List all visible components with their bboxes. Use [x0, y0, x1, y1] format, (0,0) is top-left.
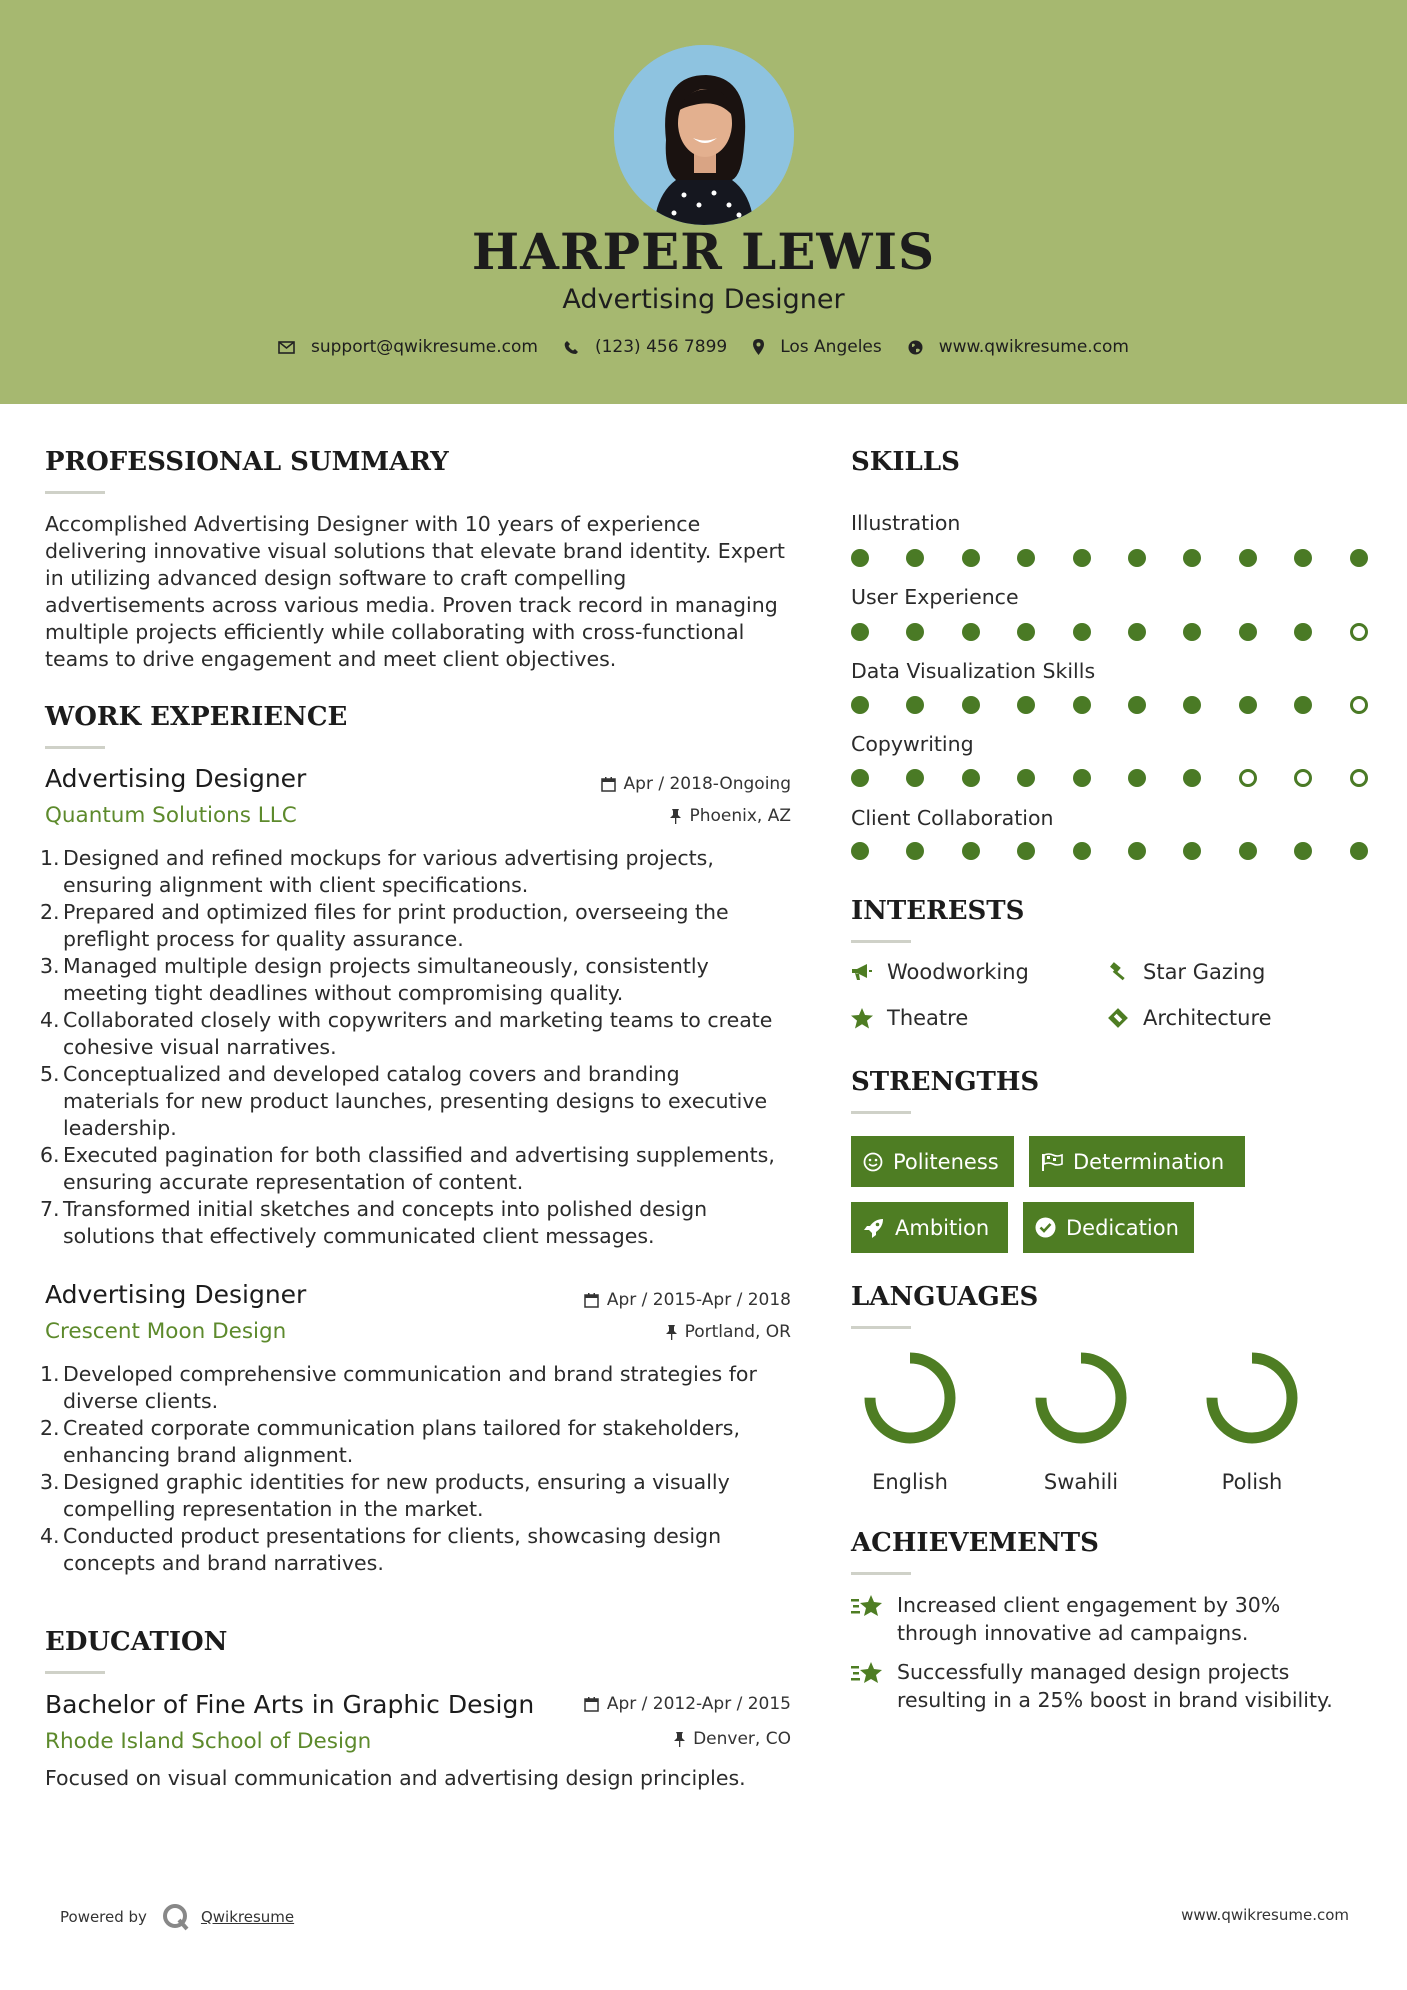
- list-line: enhancing brand alignment.: [63, 1443, 354, 1467]
- degree-title: Bachelor of Fine Arts in Graphic Design: [45, 1690, 535, 1719]
- list-line: meeting tight deadlines without compromising quality.: [63, 981, 624, 1005]
- interest-label: Architecture: [1143, 1006, 1272, 1030]
- skill-dot-filled: [1017, 549, 1035, 567]
- skill-dot-filled: [1073, 842, 1091, 860]
- skill-dot-filled: [1128, 696, 1146, 714]
- skill-dot-filled: [1294, 842, 1312, 860]
- strength-label: Dedication: [1066, 1215, 1179, 1240]
- contact-location: [753, 337, 882, 357]
- experience-heading-text: WORK EXPERIENCE: [45, 702, 348, 732]
- skill-dot-empty: [1350, 769, 1368, 787]
- strengths-heading: [851, 1067, 1039, 1114]
- skill-dot-empty: [1350, 623, 1368, 641]
- language-level-ring: [1041, 1358, 1121, 1438]
- bullhorn-icon: [851, 963, 873, 981]
- skill-rating: [851, 623, 1405, 641]
- globe-icon: [908, 340, 923, 355]
- skill-dot-filled: [906, 769, 924, 787]
- shooting-star-icon: [851, 1660, 885, 1686]
- list-line: Conceptualized and developed catalog covers and branding: [63, 1062, 680, 1086]
- skill-label: Copywriting: [851, 732, 974, 756]
- job-location-text: Phoenix, AZ: [689, 806, 791, 826]
- list-line: ensuring alignment with client specifications.: [63, 873, 529, 897]
- job-title: Advertising Designer: [45, 1280, 307, 1309]
- gavel-icon: [1107, 962, 1129, 982]
- list-item: [40, 1415, 800, 1469]
- heading-rule: [851, 1572, 911, 1575]
- interest-woodworking: [851, 960, 1029, 984]
- skill-dot-filled: [906, 549, 924, 567]
- skill-rating: [851, 696, 1405, 714]
- language-label: Swahili: [1043, 1470, 1119, 1494]
- skill-dot-filled: [1350, 842, 1368, 860]
- education-heading: [45, 1627, 227, 1674]
- education-dates-text: Apr / 2012-Apr / 2015: [606, 1694, 791, 1714]
- achievements-heading-text: ACHIEVEMENTS: [851, 1528, 1099, 1558]
- job-location-text: Portland, OR: [684, 1322, 791, 1342]
- skill-dot-filled: [962, 549, 980, 567]
- strength-ambition: [851, 1202, 1008, 1253]
- skill-dot-filled: [1128, 769, 1146, 787]
- location-text: Los Angeles: [780, 337, 882, 357]
- list-line: solutions that effectively communicated client messages.: [63, 1224, 655, 1248]
- skill-dot-filled: [906, 623, 924, 641]
- language-ring-icon: [1033, 1350, 1129, 1446]
- list-line: Designed and refined mockups for various advertising projects,: [63, 846, 714, 870]
- list-line: materials for new product launches, presenting designs to executive: [63, 1089, 768, 1113]
- summary-line: Accomplished Advertising Designer with 10 years of experience: [45, 512, 701, 536]
- list-item: [40, 845, 800, 899]
- summary-line: teams to drive engagement and meet client objectives.: [45, 647, 617, 671]
- list-number: 1.: [40, 1362, 60, 1386]
- heading-rule: [45, 1671, 105, 1674]
- list-number: 4.: [40, 1524, 60, 1548]
- summary-line: advertisements across various media. Proven track record in managing: [45, 593, 778, 617]
- job-location: [670, 806, 791, 826]
- list-number: 7.: [40, 1197, 60, 1221]
- pushpin-icon: [674, 1732, 685, 1747]
- footer-website[interactable]: www.qwikresume.com: [1181, 1906, 1349, 1924]
- education-heading-text: EDUCATION: [45, 1627, 228, 1657]
- school-name: Rhode Island School of Design: [45, 1729, 372, 1754]
- strength-politeness: [851, 1136, 1014, 1187]
- heading-rule: [851, 1111, 911, 1114]
- skill-dot-filled: [1183, 549, 1201, 567]
- job-duties-list: [40, 845, 800, 1250]
- qwikresume-logo-icon: [161, 1902, 191, 1932]
- phone-icon: [564, 340, 579, 355]
- footer-branding: [60, 1902, 294, 1932]
- list-item: [40, 1523, 800, 1577]
- experience-heading: [45, 702, 347, 749]
- skill-dot-filled: [1073, 623, 1091, 641]
- job-company: Quantum Solutions LLC: [45, 803, 297, 828]
- achievements-heading: [851, 1528, 1099, 1575]
- skill-dot-filled: [1073, 696, 1091, 714]
- calendar-icon: [584, 1697, 599, 1712]
- skill-dot-filled: [906, 696, 924, 714]
- flag-icon: [1041, 1153, 1063, 1171]
- language-label: English: [872, 1470, 948, 1494]
- skills-heading-text: SKILLS: [851, 447, 960, 477]
- summary-paragraph: [45, 511, 791, 673]
- phone-text: (123) 456 7899: [594, 337, 728, 357]
- list-line: Managed multiple design projects simultaneously, consistently: [63, 954, 709, 978]
- list-line: concepts and brand narratives.: [63, 1551, 384, 1575]
- contact-email[interactable]: [278, 337, 538, 357]
- list-line: Transformed initial sketches and concepts into polished design: [63, 1197, 708, 1221]
- skill-dot-filled: [1073, 549, 1091, 567]
- list-number: 3.: [40, 1470, 60, 1494]
- pushpin-icon: [666, 1325, 677, 1340]
- skill-dot-filled: [1350, 549, 1368, 567]
- list-line: compelling representation in the market.: [63, 1497, 484, 1521]
- achievement-item: [851, 1591, 1371, 1647]
- job-title: Advertising Designer: [45, 764, 307, 793]
- skill-dot-filled: [851, 769, 869, 787]
- list-item: [40, 1361, 800, 1415]
- list-item: [40, 953, 800, 1007]
- skill-dot-filled: [1294, 623, 1312, 641]
- education-location-text: Denver, CO: [693, 1729, 791, 1749]
- list-line: cohesive visual narratives.: [63, 1035, 337, 1059]
- skill-dot-filled: [1239, 623, 1257, 641]
- list-number: 6.: [40, 1143, 60, 1167]
- interests-heading-text: INTERESTS: [851, 896, 1025, 926]
- list-line: Developed comprehensive communication and brand strategies for: [63, 1362, 757, 1386]
- strength-determination: [1029, 1136, 1245, 1187]
- skill-rating: [851, 769, 1405, 787]
- star-icon: [851, 1008, 873, 1029]
- skill-dot-filled: [906, 842, 924, 860]
- achievement-line: through innovative ad campaigns.: [897, 1621, 1249, 1645]
- education-description: Focused on visual communication and advertising design principles.: [45, 1766, 746, 1790]
- skill-dot-empty: [1294, 769, 1312, 787]
- skill-dot-filled: [1017, 696, 1035, 714]
- envelope-icon: [278, 341, 295, 354]
- skill-dot-filled: [1017, 769, 1035, 787]
- skill-dot-filled: [962, 623, 980, 641]
- list-item: [40, 1142, 800, 1196]
- candidate-name: HARPER LEWIS: [471, 222, 936, 281]
- person-portrait-icon: [614, 45, 794, 225]
- contact-bar: [0, 337, 1407, 357]
- skill-dot-filled: [1239, 549, 1257, 567]
- summary-line: multiple projects efficiently while collaborating with cross-functional: [45, 620, 745, 644]
- list-number: 2.: [40, 900, 60, 924]
- heading-rule: [851, 1326, 911, 1329]
- list-item: [40, 899, 800, 953]
- summary-heading: [45, 447, 449, 494]
- list-line: ensuring accurate representation of content.: [63, 1170, 524, 1194]
- interest-theatre: [851, 1006, 968, 1030]
- pushpin-icon: [670, 809, 681, 824]
- list-number: 4.: [40, 1008, 60, 1032]
- resume-header: [0, 0, 1407, 404]
- languages-heading-text: LANGUAGES: [851, 1282, 1039, 1312]
- candidate-role: Advertising Designer: [562, 284, 845, 315]
- language-ring-icon: [1204, 1350, 1300, 1446]
- list-item: [40, 1196, 800, 1250]
- skill-dot-filled: [1128, 623, 1146, 641]
- language-level-ring: [1212, 1358, 1292, 1438]
- skill-label: Client Collaboration: [851, 806, 1054, 830]
- powered-by-text: Powered by: [60, 1908, 147, 1926]
- skill-dot-filled: [1183, 842, 1201, 860]
- skill-dot-empty: [1239, 769, 1257, 787]
- list-line: leadership.: [63, 1116, 177, 1140]
- list-line: Executed pagination for both classified and advertising supplements,: [63, 1143, 775, 1167]
- shooting-star-icon: [851, 1593, 885, 1619]
- job-location: [666, 1322, 791, 1342]
- skill-dot-filled: [1183, 769, 1201, 787]
- language-polish: [1187, 1350, 1317, 1494]
- list-number: 1.: [40, 846, 60, 870]
- skill-dot-filled: [1017, 623, 1035, 641]
- list-number: 2.: [40, 1416, 60, 1440]
- skill-dot-filled: [1183, 623, 1201, 641]
- language-swahili: [1016, 1350, 1146, 1494]
- skill-dot-filled: [1017, 842, 1035, 860]
- skill-dot-filled: [1294, 696, 1312, 714]
- list-item: [40, 1061, 800, 1142]
- contact-website[interactable]: [908, 337, 1129, 357]
- smile-icon: [863, 1152, 883, 1172]
- skill-dot-filled: [851, 842, 869, 860]
- skill-dot-filled: [962, 696, 980, 714]
- skill-dot-filled: [1128, 549, 1146, 567]
- skill-dot-filled: [962, 769, 980, 787]
- language-level-ring: [870, 1358, 950, 1438]
- list-item: [40, 1007, 800, 1061]
- job-duties-list: [40, 1361, 800, 1577]
- email-text: support@qwikresume.com: [311, 337, 538, 357]
- strength-label: Politeness: [893, 1149, 999, 1174]
- profile-photo: [614, 45, 794, 225]
- list-line: Designed graphic identities for new products, ensuring a visually: [63, 1470, 730, 1494]
- skills-heading: [851, 447, 960, 477]
- skill-dot-filled: [1183, 696, 1201, 714]
- achievement-line: Successfully managed design projects: [897, 1660, 1290, 1684]
- list-line: diverse clients.: [63, 1389, 219, 1413]
- list-line: Conducted product presentations for clients, showcasing design: [63, 1524, 722, 1548]
- list-line: Prepared and optimized files for print production, overseeing the: [63, 900, 729, 924]
- skill-label: Data Visualization Skills: [851, 659, 1096, 683]
- skill-dot-filled: [851, 623, 869, 641]
- skill-dot-empty: [1350, 696, 1368, 714]
- skill-dot-filled: [1239, 842, 1257, 860]
- education-location: [674, 1729, 791, 1749]
- map-pin-icon: [753, 339, 764, 355]
- brand-link[interactable]: Qwikresume: [200, 1908, 295, 1926]
- interest-label: Theatre: [887, 1006, 969, 1030]
- list-line: Created corporate communication plans tailored for stakeholders,: [63, 1416, 740, 1440]
- summary-heading-text: PROFESSIONAL SUMMARY: [45, 447, 449, 477]
- heading-rule: [45, 746, 105, 749]
- job-dates: [601, 774, 791, 794]
- list-line: preflight process for quality assurance.: [63, 927, 464, 951]
- strengths-heading-text: STRENGTHS: [851, 1067, 1040, 1097]
- skill-label: User Experience: [851, 585, 1019, 609]
- skill-dot-filled: [851, 549, 869, 567]
- calendar-icon: [584, 1293, 599, 1308]
- education-dates: [584, 1694, 791, 1714]
- skill-rating: [851, 842, 1405, 860]
- interest-label: Woodworking: [887, 960, 1029, 984]
- check-circle-icon: [1035, 1217, 1056, 1238]
- job-dates-text: Apr / 2018-Ongoing: [623, 774, 791, 794]
- language-label: Polish: [1221, 1470, 1283, 1494]
- languages-heading: [851, 1282, 1038, 1329]
- skill-dot-filled: [1294, 549, 1312, 567]
- job-dates: [584, 1290, 791, 1310]
- skill-label: Illustration: [851, 511, 961, 535]
- list-item: [40, 1469, 800, 1523]
- ticket-icon: [1107, 1008, 1129, 1028]
- strength-dedication: [1023, 1202, 1194, 1253]
- website-text: www.qwikresume.com: [938, 337, 1129, 357]
- achievement-line: Increased client engagement by 30%: [897, 1593, 1281, 1617]
- language-ring-icon: [862, 1350, 958, 1446]
- skill-dot-filled: [1128, 842, 1146, 860]
- contact-phone[interactable]: [564, 337, 727, 357]
- interest-star-gazing: [1107, 960, 1265, 984]
- job-dates-text: Apr / 2015-Apr / 2018: [606, 1290, 791, 1310]
- skill-dot-filled: [1073, 769, 1091, 787]
- summary-line: in utilizing advanced design software to craft compelling: [45, 566, 627, 590]
- list-number: 3.: [40, 954, 60, 978]
- strength-label: Ambition: [895, 1215, 990, 1240]
- skill-dot-filled: [962, 842, 980, 860]
- skill-dot-filled: [851, 696, 869, 714]
- achievement-line: resulting in a 25% boost in brand visibility.: [897, 1688, 1333, 1712]
- interest-architecture: [1107, 1006, 1272, 1030]
- heading-rule: [851, 940, 911, 943]
- summary-line: delivering innovative visual solutions that elevate brand identity. Expert: [45, 539, 785, 563]
- achievement-item: [851, 1658, 1371, 1714]
- skill-dot-filled: [1239, 696, 1257, 714]
- list-number: 5.: [40, 1062, 60, 1086]
- heading-rule: [45, 491, 105, 494]
- strength-label: Determination: [1073, 1149, 1225, 1174]
- skill-rating: [851, 549, 1405, 567]
- job-company: Crescent Moon Design: [45, 1319, 287, 1344]
- interest-label: Star Gazing: [1143, 960, 1266, 984]
- calendar-icon: [601, 777, 616, 792]
- language-english: [845, 1350, 975, 1494]
- rocket-icon: [863, 1217, 885, 1239]
- list-line: Collaborated closely with copywriters and marketing teams to create: [63, 1008, 773, 1032]
- interests-heading: [851, 896, 1024, 943]
